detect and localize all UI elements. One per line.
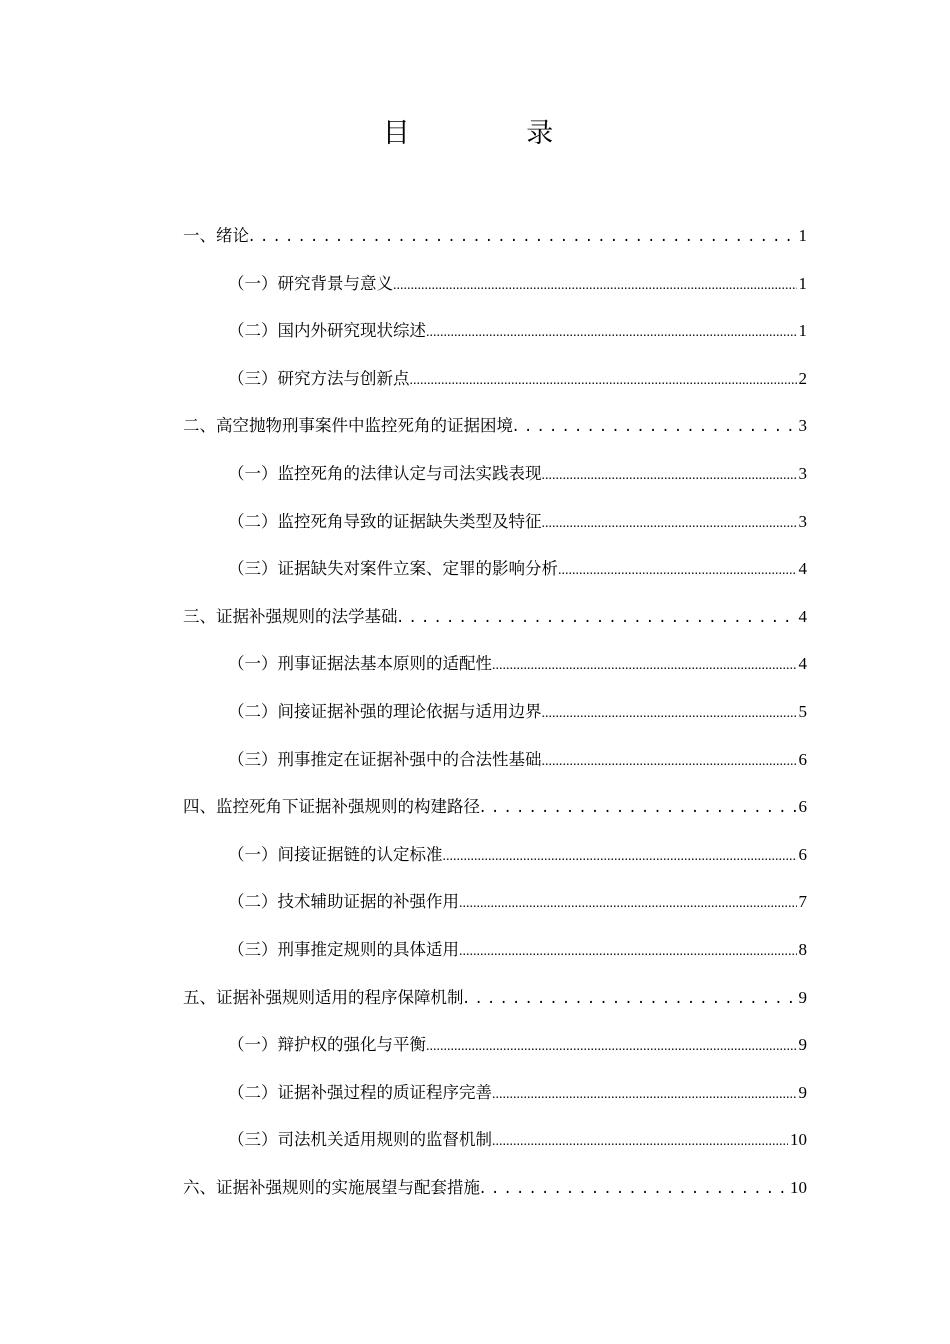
dot-leader — [249, 216, 797, 256]
toc-entry-title: （一）辩护权的强化与平衡 — [228, 1035, 426, 1055]
toc-section-entry[interactable] — [183, 882, 807, 930]
dot-leader — [480, 787, 797, 827]
toc-section-entry[interactable] — [183, 1120, 807, 1168]
toc-page-number: 6 — [798, 844, 807, 864]
toc-entry-title: （三）证据缺失对案件立案、定罪的影响分析 — [228, 559, 558, 579]
toc-section-entry[interactable] — [183, 1025, 807, 1073]
toc-chapter-entry[interactable] — [183, 216, 807, 264]
toc-entry-title: 五、证据补强规则适用的程序保障机制 — [183, 987, 464, 1007]
dot-leader — [542, 742, 797, 782]
toc-page-number: 8 — [798, 939, 807, 959]
toc-section-entry[interactable] — [183, 835, 807, 883]
toc-section-entry[interactable] — [183, 311, 807, 359]
toc-page-number: 1 — [798, 226, 807, 245]
toc-page-number: 3 — [798, 416, 807, 436]
dot-leader — [459, 884, 797, 924]
toc-page-number: 2 — [798, 368, 807, 388]
toc-section-entry[interactable] — [183, 454, 807, 502]
toc-entry-title: （三）司法机关适用规则的监督机制 — [228, 1130, 492, 1150]
toc-entry-title: （一）研究背景与意义 — [228, 273, 393, 293]
toc-chapter-entry[interactable] — [183, 787, 807, 835]
dot-leader — [558, 551, 797, 591]
page-title: 目 录 — [382, 118, 608, 149]
toc-section-entry[interactable] — [183, 1073, 807, 1121]
dot-leader — [426, 313, 797, 353]
toc-section-entry[interactable] — [183, 692, 807, 740]
table-of-contents — [183, 216, 807, 1215]
toc-entry-title: （二）监控死角导致的证据缺失类型及特征 — [228, 511, 542, 531]
dot-leader — [410, 361, 797, 401]
toc-section-entry[interactable] — [183, 264, 807, 312]
toc-section-entry[interactable] — [183, 359, 807, 407]
toc-section-entry[interactable] — [183, 549, 807, 597]
toc-page-number: 4 — [798, 654, 807, 674]
toc-entry-title: （一）刑事证据法基本原则的适配性 — [228, 654, 492, 674]
dot-leader — [393, 266, 797, 306]
dot-leader — [542, 694, 797, 734]
toc-chapter-entry[interactable] — [183, 1168, 807, 1216]
toc-page-number: 10 — [790, 1177, 807, 1197]
dot-leader — [480, 1168, 788, 1208]
toc-entry-title: （三）刑事推定在证据补强中的合法性基础 — [228, 749, 542, 769]
toc-entry-title: （二）间接证据补强的理论依据与适用边界 — [228, 701, 542, 721]
toc-page-number: 9 — [798, 1035, 807, 1055]
toc-section-entry[interactable] — [183, 644, 807, 692]
toc-entry-title: （三）研究方法与创新点 — [228, 368, 410, 388]
toc-entry-title: 三、证据补强规则的法学基础 — [183, 606, 398, 626]
dot-leader — [459, 932, 797, 972]
dot-leader — [492, 646, 797, 686]
dot-leader — [542, 456, 797, 496]
dot-leader — [513, 406, 797, 446]
dot-leader — [464, 978, 797, 1018]
toc-entry-title: （三）刑事推定规则的具体适用 — [228, 939, 459, 959]
dot-leader — [443, 837, 797, 877]
toc-entry-title: 一、绪论 — [183, 226, 249, 245]
toc-page-number: 4 — [798, 559, 807, 579]
toc-chapter-entry[interactable] — [183, 406, 807, 454]
toc-entry-title: （二）证据补强过程的质证程序完善 — [228, 1082, 492, 1102]
toc-page-number: 7 — [798, 892, 807, 912]
toc-page-number: 3 — [798, 463, 807, 483]
toc-page-number: 5 — [798, 701, 807, 721]
toc-page-number: 1 — [798, 321, 807, 341]
toc-entry-title: （二）技术辅助证据的补强作用 — [228, 892, 459, 912]
dot-leader — [492, 1075, 797, 1115]
toc-page-number: 9 — [798, 987, 807, 1007]
dot-leader — [398, 597, 797, 637]
toc-entry-title: 二、高空抛物刑事案件中监控死角的证据困境 — [183, 416, 513, 436]
toc-page-number: 3 — [798, 511, 807, 531]
dot-leader — [426, 1027, 797, 1067]
toc-page-number: 9 — [798, 1082, 807, 1102]
toc-section-entry[interactable] — [183, 740, 807, 788]
toc-page-number: 6 — [798, 749, 807, 769]
toc-chapter-entry[interactable] — [183, 978, 807, 1026]
toc-entry-title: （一）监控死角的法律认定与司法实践表现 — [228, 463, 542, 483]
toc-entry-title: （二）国内外研究现状综述 — [228, 321, 426, 341]
toc-entry-title: 六、证据补强规则的实施展望与配套措施 — [183, 1177, 480, 1197]
dot-leader — [542, 504, 797, 544]
dot-leader — [492, 1122, 788, 1162]
toc-page-number: 10 — [790, 1130, 807, 1150]
toc-page-number: 1 — [798, 273, 807, 293]
toc-chapter-entry[interactable] — [183, 597, 807, 645]
toc-page-number: 4 — [798, 606, 807, 626]
toc-section-entry[interactable] — [183, 930, 807, 978]
toc-section-entry[interactable] — [183, 502, 807, 550]
toc-entry-title: （一）间接证据链的认定标准 — [228, 844, 443, 864]
toc-page-number: 6 — [798, 797, 807, 817]
toc-entry-title: 四、监控死角下证据补强规则的构建路径 — [183, 797, 480, 817]
